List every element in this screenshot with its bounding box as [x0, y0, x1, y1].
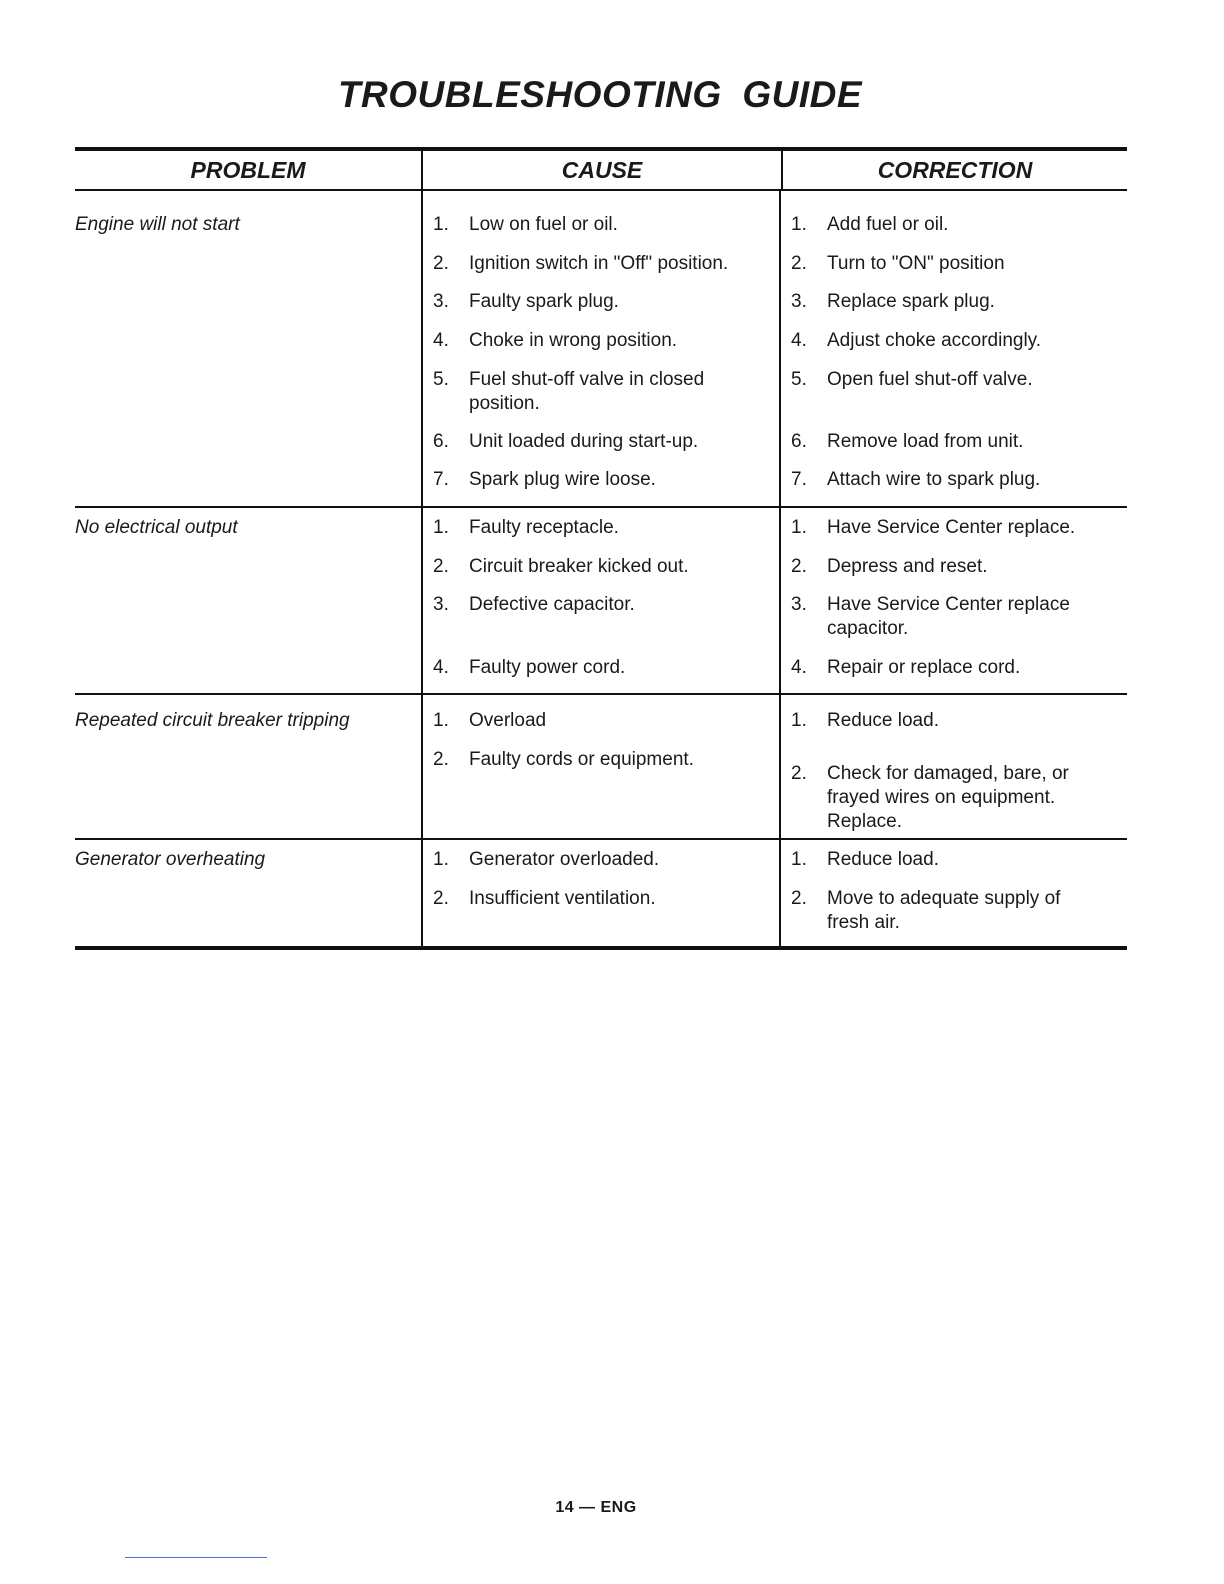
item-number: 2. [791, 556, 807, 577]
item-text: Open fuel shut-off valve. [827, 369, 1033, 390]
problem-cell [75, 695, 421, 838]
cause-list [421, 508, 779, 693]
item-text: Faulty cords or equipment. [469, 749, 694, 770]
list-item [791, 252, 1116, 276]
item-text: Depress and reset. [827, 556, 988, 577]
item-text: Unit loaded during start-up. [469, 431, 699, 452]
page-footer: 14 — ENG [555, 1499, 637, 1516]
list-item [433, 656, 763, 680]
problem-text: No electrical output [75, 517, 238, 538]
list-item [791, 656, 1116, 680]
item-number: 2. [791, 253, 807, 274]
cause-list [421, 840, 779, 946]
item-number: 6. [791, 431, 807, 452]
list-item [791, 848, 1116, 872]
item-text: Faulty power cord. [469, 657, 626, 678]
list-item [433, 213, 763, 237]
item-text: Turn to "ON" position [827, 253, 1005, 274]
item-text: Check for damaged, bare, or frayed wires on equipment. Replace. [827, 763, 1069, 832]
item-number: 7. [791, 469, 807, 490]
item-text: Overload [469, 710, 547, 731]
list-item [433, 593, 763, 617]
header-problem: PROBLEM [190, 157, 306, 183]
item-text: Move to adequate supply of fresh air. [827, 888, 1061, 933]
list-item [791, 555, 1116, 579]
item-number: 2. [791, 888, 807, 909]
item-number: 3. [433, 594, 449, 615]
item-number: 7. [433, 469, 449, 490]
cause-list [421, 695, 779, 838]
table-section [75, 695, 1127, 840]
item-text: Adjust choke accordingly. [827, 330, 1042, 351]
list-item [791, 430, 1116, 454]
item-number: 1. [433, 517, 449, 538]
correction-list [779, 191, 1123, 506]
list-item [791, 329, 1116, 353]
list-item [433, 430, 763, 454]
item-number: 4. [433, 657, 449, 678]
item-text: Reduce load. [827, 710, 939, 731]
item-number: 1. [791, 849, 807, 870]
troubleshooting-table [75, 147, 1127, 950]
item-number: 6. [433, 431, 449, 452]
item-number: 1. [791, 214, 807, 235]
table-section [75, 508, 1127, 695]
list-item [433, 848, 763, 872]
correction-list [779, 695, 1123, 838]
item-number: 3. [791, 291, 807, 312]
item-text: Generator overloaded. [469, 849, 660, 870]
item-text: Remove load from unit. [827, 431, 1024, 452]
table-section [75, 840, 1127, 946]
list-item [433, 555, 763, 579]
list-item [433, 368, 743, 416]
header-cause: CAUSE [421, 151, 781, 189]
item-number: 1. [433, 710, 449, 731]
item-text: Repair or replace cord. [827, 657, 1021, 678]
item-number: 2. [433, 556, 449, 577]
list-item [433, 290, 763, 314]
correction-list [779, 840, 1123, 946]
item-number: 3. [433, 291, 449, 312]
item-number: 2. [791, 763, 807, 784]
list-item [791, 887, 1091, 935]
item-number: 2. [433, 749, 449, 770]
item-number: 4. [433, 330, 449, 351]
item-number: 5. [791, 369, 807, 390]
item-number: 1. [791, 517, 807, 538]
list-item [791, 468, 1116, 492]
item-number: 1. [433, 214, 449, 235]
list-item [791, 516, 1116, 540]
table-section [75, 191, 1127, 508]
item-text: Circuit breaker kicked out. [469, 556, 689, 577]
item-text: Reduce load. [827, 849, 939, 870]
item-text: Have Service Center replace capacitor. [827, 594, 1070, 639]
item-text: Fuel shut-off valve in closed position. [469, 369, 705, 414]
item-number: 1. [433, 849, 449, 870]
list-item [433, 516, 763, 540]
item-number: 2. [433, 253, 449, 274]
list-item [433, 329, 763, 353]
problem-cell [75, 508, 421, 693]
problem-cell [75, 840, 421, 946]
page-title: TROUBLESHOOTING GUIDE [337, 74, 863, 115]
item-text: Choke in wrong position. [469, 330, 678, 351]
item-text: Faulty spark plug. [469, 291, 619, 312]
item-number: 1. [791, 710, 807, 731]
list-item [433, 252, 773, 276]
problem-cell [75, 191, 421, 506]
list-item [791, 213, 1116, 237]
item-number: 2. [433, 888, 449, 909]
list-item [791, 593, 1091, 641]
item-text: Replace spark plug. [827, 291, 995, 312]
problem-text: Repeated circuit breaker tripping [75, 710, 350, 731]
decorative-rule [125, 1557, 267, 1558]
item-text: Attach wire to spark plug. [827, 469, 1041, 490]
list-item [433, 748, 763, 772]
item-number: 3. [791, 594, 807, 615]
item-text: Have Service Center replace. [827, 517, 1076, 538]
item-text: Defective capacitor. [469, 594, 635, 615]
problem-text: Generator overheating [75, 849, 266, 870]
item-number: 4. [791, 330, 807, 351]
item-text: Insufficient ventilation. [469, 888, 656, 909]
list-item [791, 368, 1116, 392]
item-text: Faulty receptacle. [469, 517, 619, 538]
item-text: Add fuel or oil. [827, 214, 949, 235]
correction-list [779, 508, 1123, 693]
list-item [791, 709, 1116, 733]
problem-text: Engine will not start [75, 214, 240, 235]
header-correction: CORRECTION [781, 151, 1127, 189]
item-text: Spark plug wire loose. [469, 469, 656, 490]
list-item [791, 762, 1091, 834]
list-item [791, 290, 1116, 314]
cause-list [421, 191, 779, 506]
list-item [433, 887, 763, 911]
item-text: Low on fuel or oil. [469, 214, 618, 235]
item-number: 4. [791, 657, 807, 678]
list-item [433, 709, 763, 733]
list-item [433, 468, 763, 492]
table-header [75, 151, 1127, 191]
item-number: 5. [433, 369, 449, 390]
item-text: Ignition switch in "Off" position. [469, 253, 729, 274]
